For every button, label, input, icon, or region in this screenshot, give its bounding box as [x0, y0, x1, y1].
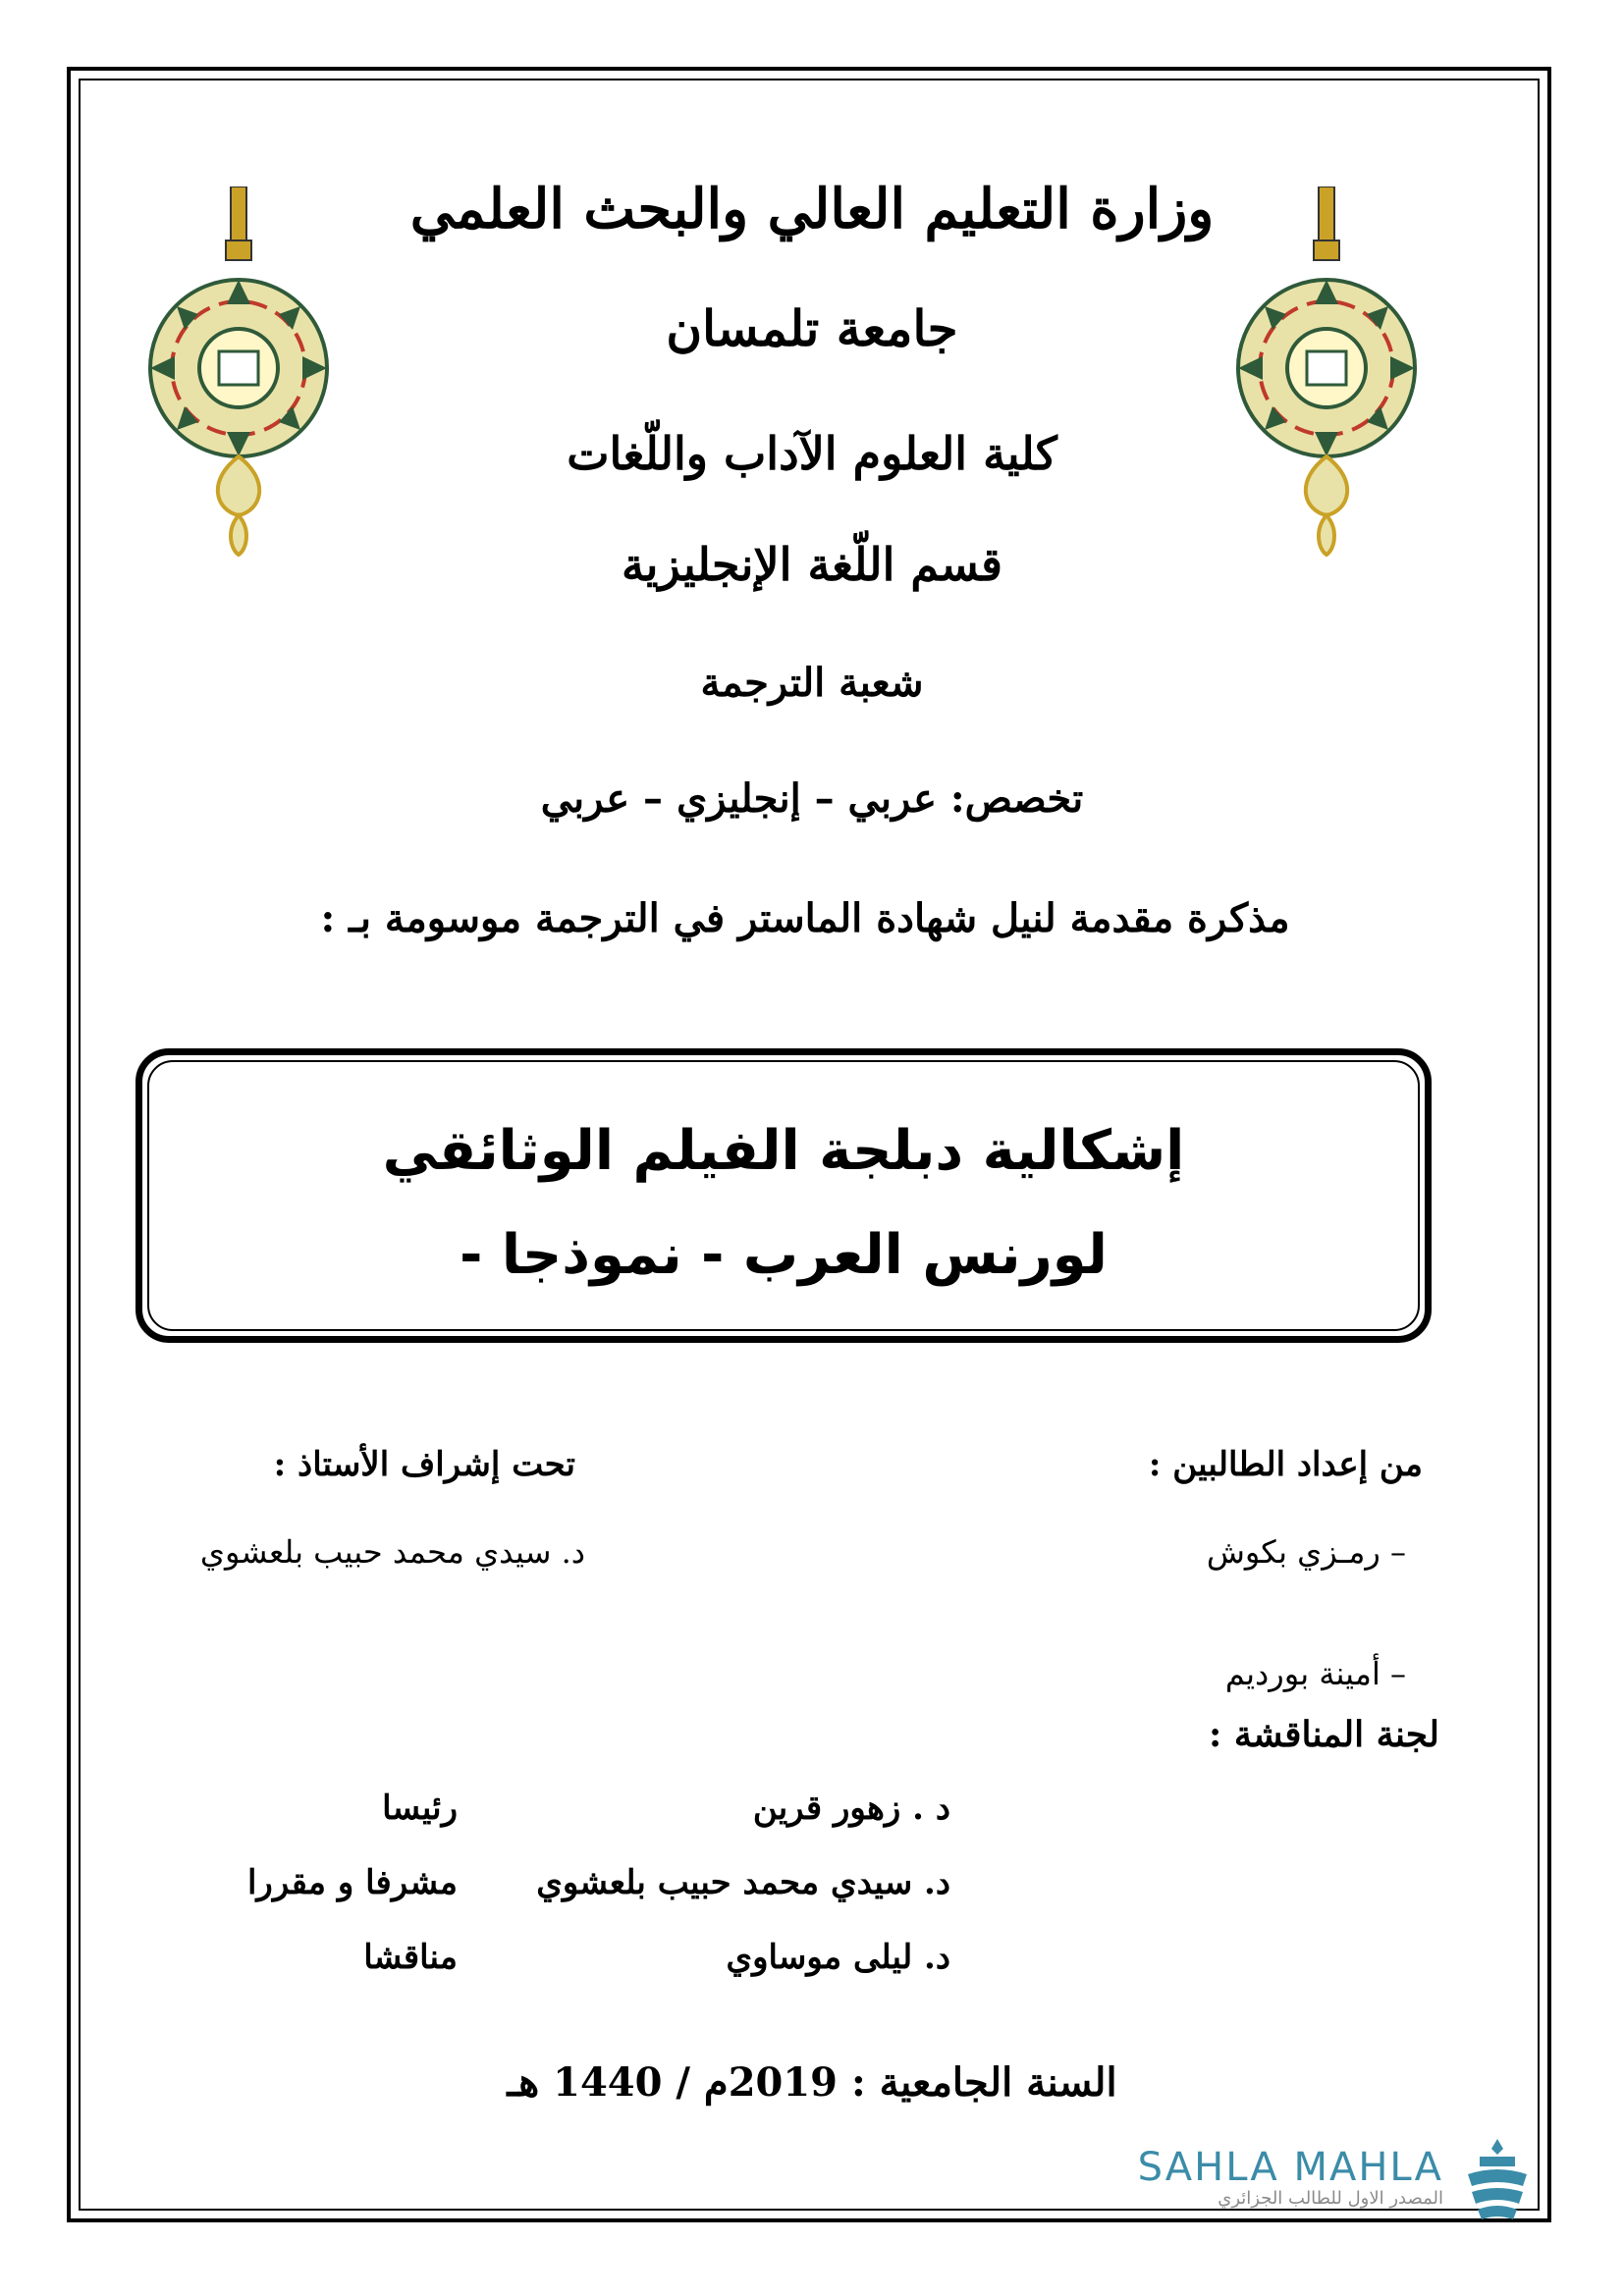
student-name-1: – رمـزي بكوش — [1206, 1533, 1406, 1571]
sahla-mahla-watermark — [1137, 2145, 1537, 2214]
supervisor-name: د. سيدي محمد حبيب بلعشوي — [199, 1533, 585, 1571]
students-label: من إعداد الطالبين : — [1148, 1445, 1423, 1484]
committee-member-name: د . زهور قرين — [752, 1789, 950, 1828]
branch-name: شعبة الترجمة — [700, 660, 924, 706]
committee-member-role: مشرفا و مقررا — [246, 1863, 458, 1902]
watermark-tagline: المصدر الاول للطالب الجزائري — [1218, 2188, 1443, 2209]
committee-member-role: مناقشا — [363, 1938, 458, 1977]
thesis-title-box-inner — [147, 1060, 1420, 1331]
sahla-mahla-logo-icon — [1458, 2135, 1537, 2221]
specialty: تخصص: عربي – إنجليزي – عربي — [540, 775, 1084, 822]
ministry-title: وزارة التعليم العالي والبحث العلمي — [409, 177, 1215, 241]
university-emblem-left-icon — [147, 187, 330, 560]
memo-intro: مذكرة مقدمة لنيل شهادة الماستر في الترجمة موسومة بـ : — [320, 895, 1290, 941]
academic-year: السنة الجامعية : 2019م / 1440 هـ — [507, 2059, 1117, 2106]
thesis-title-line2: لورنس العرب - نموذجا - — [460, 1223, 1108, 1287]
committee-member-name: د. ليلى موساوي — [726, 1938, 950, 1977]
thesis-title-line1: إشكالية دبلجة الفيلم الوثائقي — [382, 1119, 1185, 1183]
student-name-2: – أمينة بورديم — [1224, 1655, 1406, 1692]
committee-member-name: د. سيدي محمد حبيب بلعشوي — [536, 1863, 950, 1902]
committee-label: لجنة المناقشة : — [1209, 1714, 1439, 1755]
committee-member-role: رئيسا — [382, 1789, 458, 1828]
department-name: قسم اللّغة الإنجليزية — [621, 538, 1002, 591]
university-name: جامعة تلمسان — [666, 299, 958, 357]
faculty-name: كلية العلوم الآداب واللّغات — [567, 427, 1057, 480]
watermark-brand: SAHLA MAHLA — [1137, 2145, 1443, 2190]
university-emblem-right-icon — [1235, 187, 1418, 560]
supervisor-label: تحت إشراف الأستاذ : — [273, 1445, 575, 1484]
